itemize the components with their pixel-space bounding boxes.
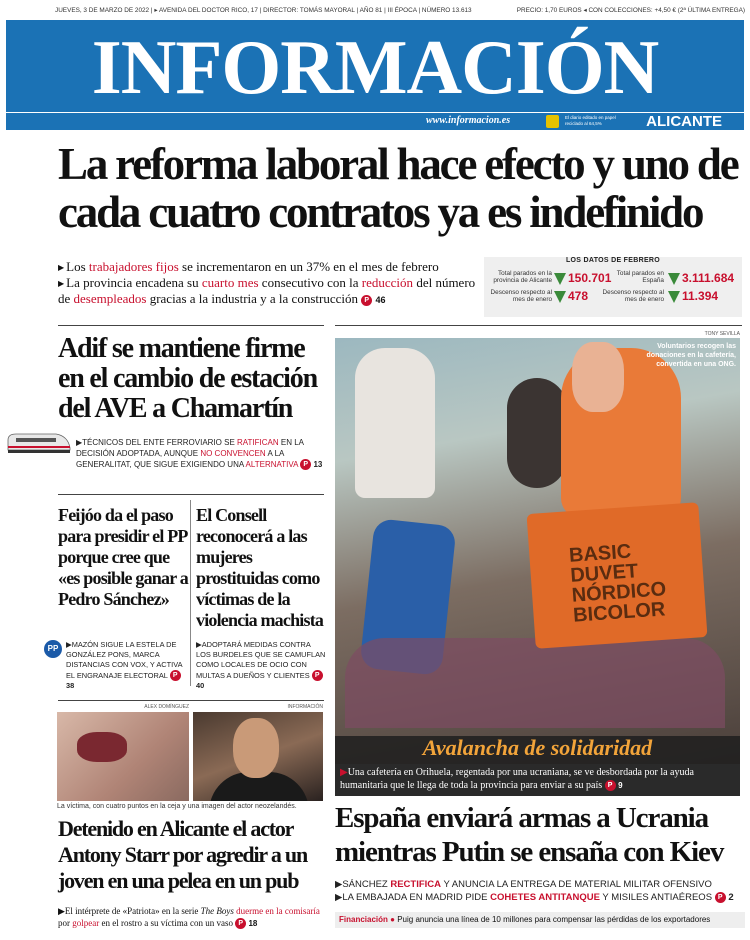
starr-headline[interactable]: Detenido en Alicante el actor Antony Starr por agredir a un joven en una pelea en un pub	[58, 816, 307, 893]
feijoo-headline[interactable]: Feijóo da el paso para presidir el PP porque cree que «es posible ganar a Pedro Sánchez»	[58, 505, 188, 609]
ucrania-bullet-2: ▶LA EMBAJADA EN MADRID PIDE COHETES ANTITANQUE Y MISILES ANTIAÉREOS P 2	[335, 892, 734, 903]
consell-summary: ▶ADOPTARÁ MEDIDAS CONTRA LOS BURDELES QUE SE CAMUFLAN COMO LOCALES DE OCIO CON MULTAS A DUEÑOS Y CLIENTES P 40	[196, 640, 326, 690]
actor-photo[interactable]	[193, 712, 323, 801]
page-ref-icon: P	[235, 918, 246, 929]
starr-photo-caption: La víctima, con cuatro puntos en la ceja y una imagen del actor neozelandés.	[57, 803, 297, 810]
down-arrow-icon	[668, 291, 680, 303]
page-ref-icon: P	[361, 295, 372, 306]
bullet-triangle-icon: ▶	[340, 767, 348, 778]
datos-value-4: 11.394	[682, 289, 719, 303]
recycled-paper-note: El diario editado en papel reciclado al 64,5%	[565, 115, 616, 126]
photo-title[interactable]: Avalancha de solidaridad	[422, 735, 653, 760]
bullet-dot-icon: ●	[390, 915, 395, 924]
injury	[77, 732, 127, 762]
datos-box	[484, 257, 742, 317]
consell-headline[interactable]: El Consell reconocerá a las mujeres prostituidas como víctimas de la violencia machista	[196, 505, 324, 630]
masthead	[6, 20, 744, 114]
column-divider	[190, 500, 191, 686]
page-ref-icon: P	[312, 670, 323, 681]
volunteer-figure	[355, 348, 435, 498]
down-arrow-icon	[668, 273, 680, 285]
price-line: PRECIO: 1,70 EUROS ◂ CON COLECCIONES: +4,50 € (2ª ÚLTIMA ENTREGA)	[516, 7, 745, 14]
dateline	[55, 6, 745, 18]
ucrania-bullet-1: ▶SÁNCHEZ RECTIFICA Y ANUNCIA LA ENTREGA DE MATERIAL MILITAR OFENSIVO	[335, 879, 712, 890]
bag-label: BASIC DUVET NÓRDICO BICOLOR	[568, 540, 667, 627]
photo-subtitle: ▶Una cafetería en Orihuela, regentada por una ucraniana, se ve desbordada por la ayuda humanitaria que le llega de toda la provincia para enviar a su país P 9	[340, 767, 694, 791]
datos-label-4: Descenso respecto al mes de enero	[602, 289, 664, 303]
main-photo[interactable]	[335, 338, 740, 764]
page-ref-icon: P	[605, 780, 616, 791]
page-ref[interactable]: 46	[375, 295, 386, 305]
page-ref[interactable]: 18	[248, 918, 258, 928]
photo-credit: TONY SEVILLA	[704, 331, 740, 337]
pp-logo-icon: PP	[44, 640, 62, 658]
datos-value-3: 3.111.684	[682, 271, 735, 285]
page-ref[interactable]: 2	[728, 892, 734, 903]
datos-label-3: Total parados en España	[616, 270, 664, 284]
bullet-triangle-icon: ▶	[58, 263, 65, 272]
volunteer-figure	[507, 378, 567, 488]
edition-city: ALICANTE	[646, 113, 722, 130]
victim-photo[interactable]	[57, 712, 189, 801]
bullet-triangle-icon: ▶	[58, 279, 65, 288]
divider	[58, 325, 324, 326]
datos-title: LOS DATOS DE FEBRERO	[565, 257, 661, 264]
adif-headline[interactable]: Adif se mantiene firme en el cambio de estación del AVE a Chamartín	[58, 333, 317, 424]
page-ref-icon: P	[170, 670, 181, 681]
divider	[335, 325, 742, 326]
divider	[58, 494, 324, 495]
bullet-triangle-icon: ▶	[66, 640, 72, 649]
bullet-triangle-icon: ▶	[196, 640, 202, 649]
bullet-triangle-icon: ▶	[58, 906, 65, 916]
page-ref[interactable]: 40	[196, 681, 205, 690]
down-arrow-icon	[554, 291, 566, 303]
footer-text: Puig anuncia una línea de 10 millones para compensar las pérdidas de los exportadores	[397, 915, 711, 924]
divider	[58, 700, 324, 701]
datos-value-2: 478	[568, 289, 589, 303]
dateline-left: JUEVES, 3 DE MARZO DE 2022 | ▸ AVENIDA DEL DOCTOR RICO, 17 | DIRECTOR: TOMÁS MAYORAL | AÑO 81 | III ÉPOCA | NÚMERO 13.613	[55, 7, 472, 14]
actor-face	[233, 718, 279, 778]
page-ref[interactable]: 9	[618, 781, 623, 790]
photo-credit: ALEX DOMÍNGUEZ	[144, 704, 189, 710]
photo-credit: INFORMACIÓN	[287, 704, 323, 710]
train-icon	[6, 430, 72, 456]
datos-value-1: 150.701	[568, 271, 612, 285]
feijoo-summary: ▶MAZÓN SIGUE LA ESTELA DE GONZÁLEZ PONS, MARCA DISTANCIAS CON VOX, Y ACTIVA EL ENGRANAJE ELECTORAL P 38	[66, 640, 183, 690]
page-ref-icon: P	[300, 459, 311, 470]
footer-brief[interactable]	[335, 912, 745, 928]
datos-label-1: Total parados en la provincia de Alicante	[493, 270, 552, 284]
starr-summary: ▶El intérprete de «Patriota» en la serie The Boys duerme en la comisaría por golpear en el rostro a su víctima con un vaso P 18	[58, 906, 320, 928]
volunteer-face	[572, 342, 624, 412]
page-ref[interactable]: 13	[313, 460, 323, 469]
photo-caption: Voluntarios recogen las donaciones en la cafetería, convertida en una ONG.	[646, 343, 736, 368]
page-ref[interactable]: 38	[66, 681, 75, 690]
datos-label-2: Descenso respecto al mes de enero	[490, 289, 552, 303]
bullet-triangle-icon: ▶	[76, 438, 83, 447]
bullet-triangle-icon: ▶	[335, 892, 343, 903]
down-arrow-icon	[554, 273, 566, 285]
recycle-logo-icon	[546, 115, 559, 128]
page-ref-icon: P	[715, 892, 726, 903]
adif-summary: ▶TÉCNICOS DEL ENTE FERROVIARIO SE RATIFICAN EN LA DECISIÓN ADOPTADA, AUNQUE NO CONVENCEN A LA GENERALITAT, QUE SIGUE EXIGIENDO UNA ALTERNATIVA P 13	[76, 438, 323, 469]
lead-bullets	[58, 259, 478, 308]
footer-tag: Financiación	[339, 915, 388, 924]
lead-bullet-2: ▶ La provincia encadena su cuarto mes consecutivo con la reducción del número de desempleados gracias a la industria y a la construcción P 46	[58, 275, 476, 306]
lead-headline[interactable]: La reforma laboral hace efecto y uno de cada cuatro contratos ya es indefinido	[58, 139, 738, 237]
ucrania-bullets	[335, 878, 745, 904]
masthead-name: INFORMACIÓN	[91, 24, 659, 110]
website-link[interactable]: www.informacion.es	[426, 115, 511, 126]
masthead-strip	[6, 112, 744, 130]
ucrania-headline[interactable]: España enviará armas a Ucrania mientras Putin se ensaña con Kiev	[335, 802, 724, 868]
donations-pile	[345, 638, 725, 728]
lead-bullet-1: ▶ Los trabajadores fijos se incrementaron en un 37% en el mes de febrero	[58, 259, 439, 274]
bullet-triangle-icon: ▶	[335, 879, 343, 890]
